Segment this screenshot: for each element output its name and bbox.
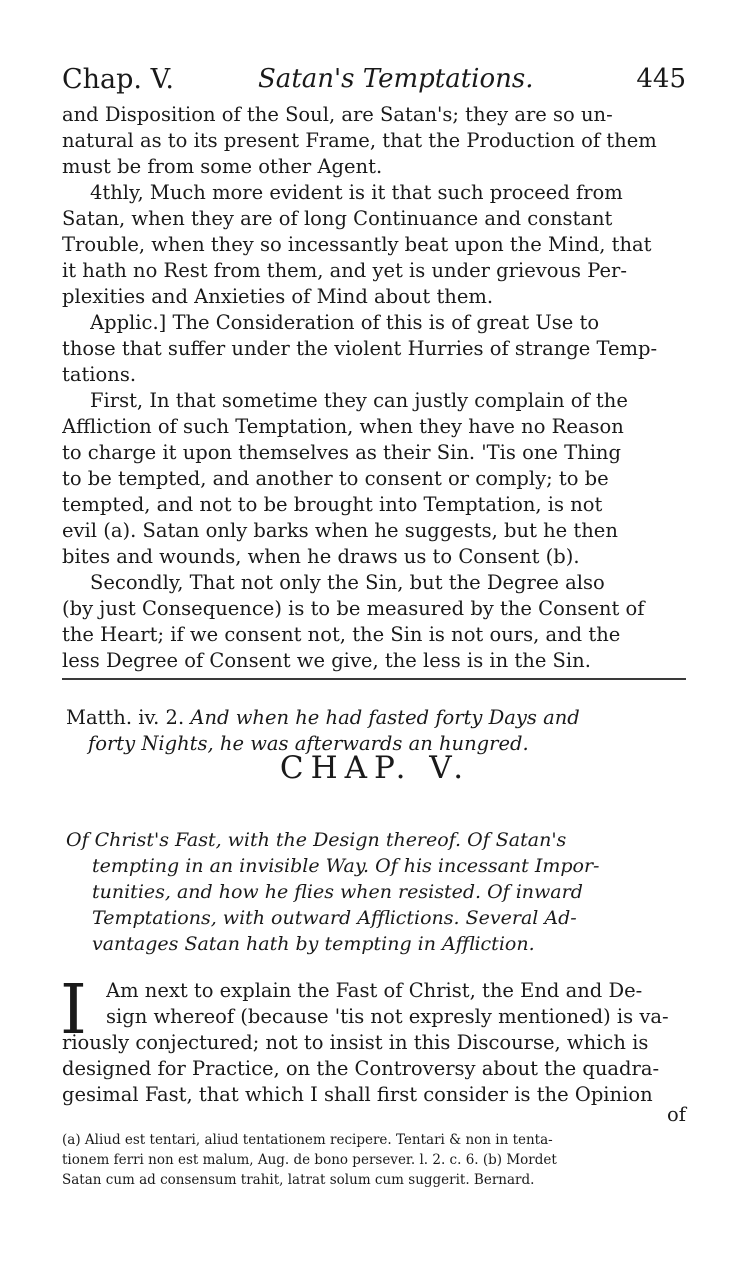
summary-line: tunities, and how he flies when resisted. Of inward bbox=[92, 881, 583, 903]
body-line: gesimal Fast, that which I shall first consider is the Opinion bbox=[62, 1083, 653, 1106]
text-line: to be tempted, and another to consent or comply; to be bbox=[62, 467, 609, 490]
running-header bbox=[62, 64, 686, 100]
summary-line: Temptations, with outward Afflictions. Several Ad- bbox=[92, 907, 577, 929]
scripture-text: forty Nights, he was afterwards an hungred. bbox=[88, 732, 529, 755]
text-line: (by just Consequence) is to be measured by the Consent of bbox=[62, 597, 645, 620]
text-line: First, In that sometime they can justly complain of the bbox=[90, 389, 628, 412]
text-line: tempted, and not to be brought into Temptation, is not bbox=[62, 493, 603, 516]
text-line: bites and wounds, when he draws us to Consent (b). bbox=[62, 545, 580, 568]
text-line: tations. bbox=[62, 363, 137, 386]
text-line: 4thly, Much more evident is it that such proceed from bbox=[90, 181, 623, 204]
body-line: sign whereof (because 'tis not expresly mentioned) is va- bbox=[106, 1005, 669, 1028]
summary-line: Of Christ's Fast, with the Design thereof. Of Satan's bbox=[66, 829, 567, 851]
text-line: it hath no Rest from them, and yet is under grievous Per- bbox=[62, 259, 627, 282]
scripture-line bbox=[66, 705, 686, 731]
text-line: Trouble, when they so incessantly beat upon the Mind, that bbox=[62, 233, 652, 256]
body-line: designed for Practice, on the Controversy about the quadra- bbox=[62, 1057, 660, 1080]
text-line: less Degree of Consent we give, the less is in the Sin. bbox=[62, 649, 591, 672]
body-line: Am next to explain the Fast of Christ, the End and De- bbox=[106, 979, 643, 1002]
drop-cap: I bbox=[60, 971, 87, 1050]
catchword: of bbox=[667, 1103, 686, 1126]
text-line: Satan, when they are of long Continuance and constant bbox=[62, 207, 613, 230]
body-line: riously conjectured; not to insist in this Discourse, which is bbox=[62, 1031, 649, 1054]
text-line: Secondly, That not only the Sin, but the Degree also bbox=[90, 571, 605, 594]
footnote-line: Satan cum ad consensum trahit, latrat solum cum suggerit. Bernard. bbox=[62, 1172, 535, 1188]
scripture-citation: Matth. iv. 2. bbox=[66, 706, 185, 729]
footnote-line: tionem ferri non est malum, Aug. de bono persever. l. 2. c. 6. (b) Mordet bbox=[62, 1152, 557, 1168]
text-line: those that suffer under the violent Hurries of strange Temp- bbox=[62, 337, 658, 360]
header-chapter: Chap. V. bbox=[62, 64, 174, 95]
text-line: evil (a). Satan only barks when he suggests, but he then bbox=[62, 519, 618, 542]
text-line: Applic.] The Consideration of this is of great Use to bbox=[90, 311, 600, 334]
footnote-line: (a) Aliud est tentari, aliud tentationem recipere. Tentari & non in tenta- bbox=[62, 1132, 553, 1148]
summary-line: tempting in an invisible Way. Of his incessant Impor- bbox=[92, 855, 600, 877]
text-line: to charge it upon themselves as their Sin. 'Tis one Thing bbox=[62, 441, 621, 464]
text-line: must be from some other Agent. bbox=[62, 155, 383, 178]
summary-line: vantages Satan hath by tempting in Affliction. bbox=[92, 933, 535, 955]
text-line: and Disposition of the Soul, are Satan's; they are so un- bbox=[62, 103, 613, 126]
header-title: Satan's Temptations. bbox=[258, 64, 534, 94]
page-number: 445 bbox=[636, 64, 686, 94]
text-line: natural as to its present Frame, that the Production of them bbox=[62, 129, 657, 152]
text-line: the Heart; if we consent not, the Sin is not ours, and the bbox=[62, 623, 621, 646]
section-rule bbox=[62, 678, 686, 680]
scripture-text: And when he had fasted forty Days and bbox=[190, 706, 580, 729]
text-line: Affliction of such Temptation, when they have no Reason bbox=[62, 415, 624, 438]
text-line: plexities and Anxieties of Mind about them. bbox=[62, 285, 494, 308]
chapter-title: CHAP. V. bbox=[279, 750, 471, 786]
